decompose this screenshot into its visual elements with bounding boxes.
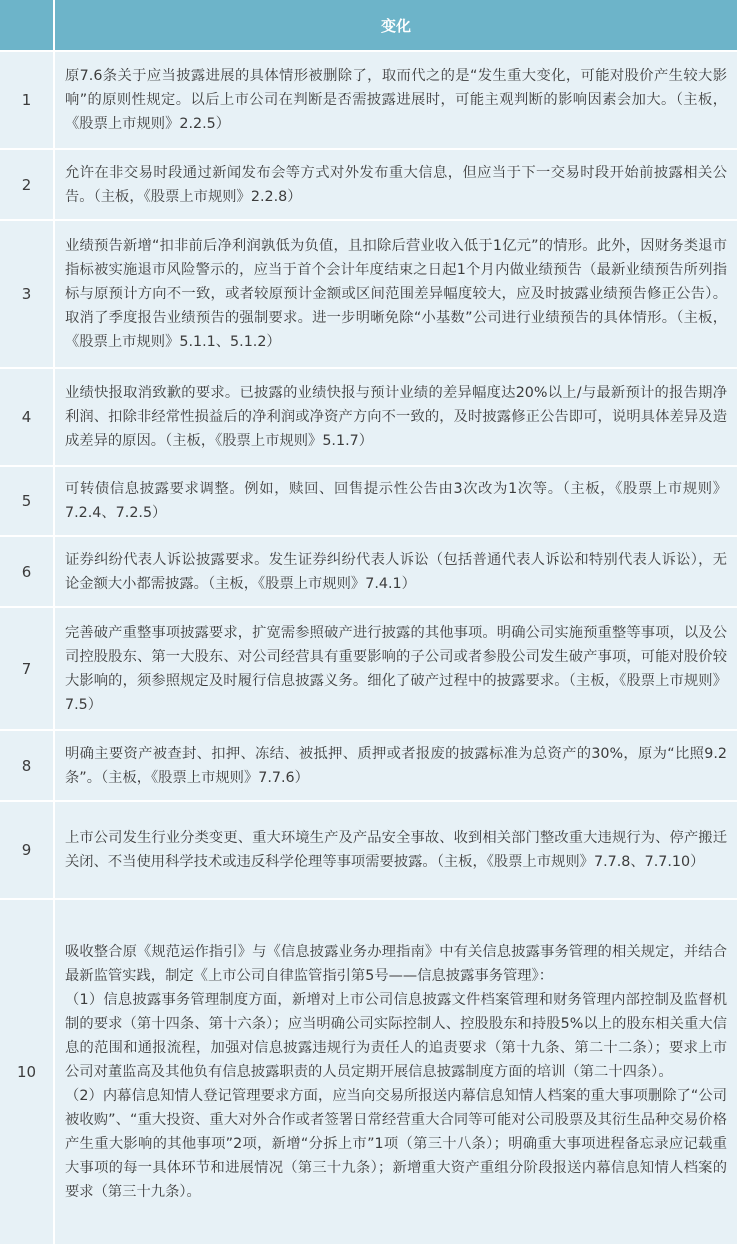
row-index: 4 — [0, 368, 54, 466]
table-header-row — [0, 0, 737, 51]
row-text: 业绩预告新增“扣非前后净利润孰低为负值，且扣除后营业收入低于1亿元”的情形。此外，因财务类退市指标被实施退市风险警示的，应当于首个会计年度结束之日起1个月内做业绩预告（最新业绩预告所列指标与原预计方向不一致，或者较原预计金额或区间范围差异幅度较大，应及时披露业绩预告修正公告）。取消了季度报告业绩预告的强制要求。进一步明晰免除“小基数”公司进行业绩预告的具体情形。（主板，《股票上市规则》5.1.1、5.1.2） — [54, 220, 737, 368]
table-row — [0, 730, 737, 801]
row-text: 原7.6条关于应当披露进展的具体情形被删除了，取而代之的是“发生重大变化，可能对股价产生较大影响”的原则性规定。以后上市公司在判断是否需披露进展时，可能主观判断的影响因素会加大。（主板，《股票上市规则》2.2.5） — [54, 51, 737, 149]
row-paragraph: （1）信息披露事务管理制度方面，新增对上市公司信息披露文件档案管理和财务管理内部控制及监督机制的要求（第十四条、第十六条）；应当明确公司实际控制人、控股股东和持股5%以上的股东相关重大信息的范围和通报流程，加强对信息披露违规行为责任人的追责要求（第十九条、第二十二条）；要求上市公司对董监高及其他负有信息披露职责的人员定期开展信息披露制度方面的培训（第二十四条）。 — [65, 992, 727, 1080]
row-text: 业绩快报取消致歉的要求。已披露的业绩快报与预计业绩的差异幅度达20%以上/与最新预计的报告期净利润、扣除非经常性损益后的净利润或净资产方向不一致的，及时披露修正公告即可，说明具体差异及造成差异的原因。（主板，《股票上市规则》5.1.7） — [54, 368, 737, 466]
row-text: 证券纠纷代表人诉讼披露要求。发生证券纠纷代表人诉讼（包括普通代表人诉讼和特别代表人诉讼），无论金额大小都需披露。（主板，《股票上市规则》7.4.1） — [54, 536, 737, 607]
row-text-multi — [54, 899, 737, 1244]
table-row — [0, 220, 737, 368]
row-text: 允许在非交易时段通过新闻发布会等方式对外发布重大信息，但应当于下一交易时段开始前披露相关公告。（主板，《股票上市规则》2.2.8） — [54, 149, 737, 220]
row-index: 8 — [0, 730, 54, 801]
row-index: 3 — [0, 220, 54, 368]
row-index: 6 — [0, 536, 54, 607]
row-index: 2 — [0, 149, 54, 220]
header-index-cell — [0, 0, 54, 51]
row-index: 9 — [0, 801, 54, 899]
row-index: 7 — [0, 607, 54, 730]
row-paragraph: 吸收整合原《规范运作指引》与《信息披露业务办理指南》中有关信息披露事务管理的相关规定，并结合最新监管实践，制定《上市公司自律监管指引第5号——信息披露事务管理》： — [65, 944, 727, 984]
table-row — [0, 51, 737, 149]
table-row — [0, 368, 737, 466]
table-row — [0, 899, 737, 1244]
row-index: 10 — [0, 899, 54, 1244]
table-row — [0, 536, 737, 607]
row-text: 明确主要资产被查封、扣押、冻结、被抵押、质押或者报废的披露标准为总资产的30%，原为“比照9.2条”。（主板，《股票上市规则》7.7.6） — [54, 730, 737, 801]
table-row — [0, 149, 737, 220]
header-change-cell: 变化 — [54, 0, 737, 51]
row-text: 上市公司发生行业分类变更、重大环境生产及产品安全事故、收到相关部门整改重大违规行为、停产搬迁关闭、不当使用科学技术或违反科学伦理等事项需要披露。（主板，《股票上市规则》7.7.8、7.7.10） — [54, 801, 737, 899]
row-paragraph: （2）内幕信息知情人登记管理要求方面，应当向交易所报送内幕信息知情人档案的重大事项删除了“公司被收购”、“重大投资、重大对外合作或者签署日常经营重大合同等可能对公司股票及其衍生品种交易价格产生重大影响的其他事项”2项，新增“分拆上市”1项（第三十八条）；明确重大事项进程备忘录应记载重大事项的每一具体环节和进展情况（第三十九条）；新增重大资产重组分阶段报送内幕信息知情人档案的要求（第三十九条）。 — [65, 1088, 727, 1200]
row-text: 完善破产重整事项披露要求，扩宽需参照破产进行披露的其他事项。明确公司实施预重整等事项，以及公司控股股东、第一大股东、对公司经营具有重要影响的子公司或者参股公司发生破产事项，可能对股价较大影响的，须参照规定及时履行信息披露义务。细化了破产过程中的披露要求。（主板，《股票上市规则》7.5） — [54, 607, 737, 730]
table-row — [0, 607, 737, 730]
row-index: 1 — [0, 51, 54, 149]
row-text: 可转债信息披露要求调整。例如，赎回、回售提示性公告由3次改为1次等。（主板，《股票上市规则》7.2.4、7.2.5） — [54, 466, 737, 536]
table-row — [0, 801, 737, 899]
table-row — [0, 466, 737, 536]
row-index: 5 — [0, 466, 54, 536]
